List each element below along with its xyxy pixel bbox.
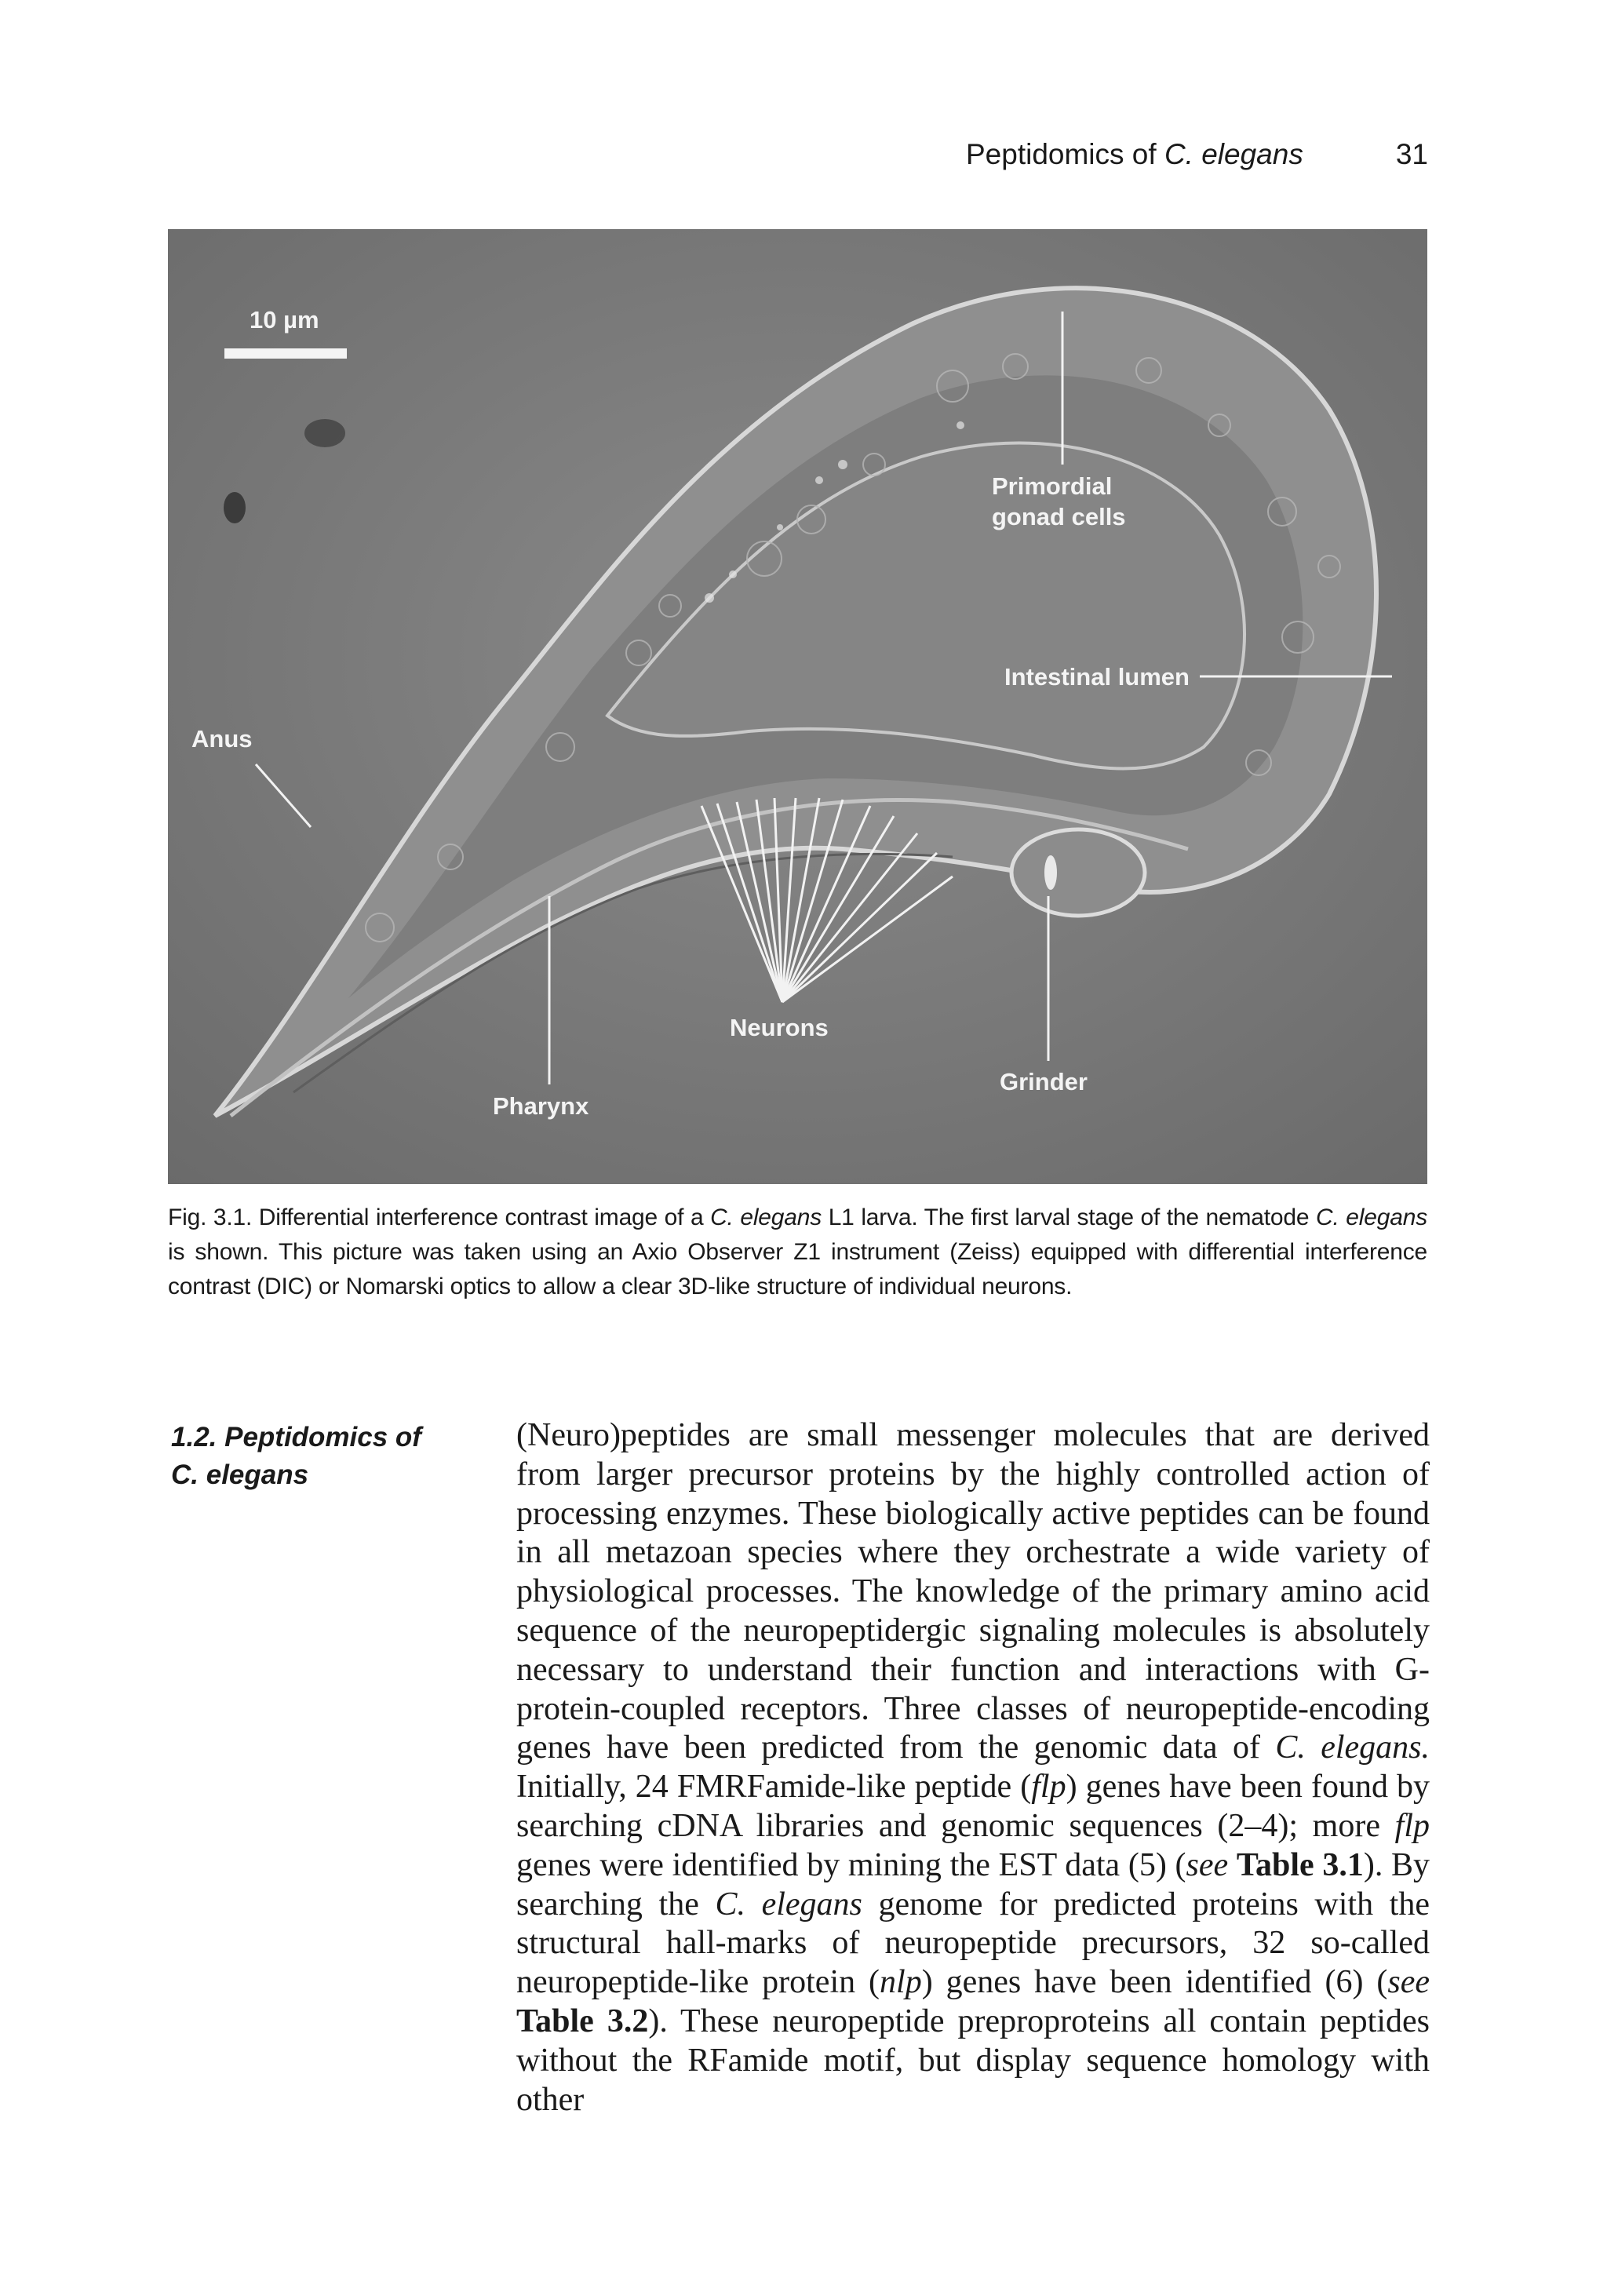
label-pharynx: Pharynx (493, 1092, 589, 1120)
table-ref-3-1: Table 3.1 (1236, 1846, 1364, 1883)
scale-bar (224, 348, 347, 359)
label-neurons: Neurons (730, 1014, 829, 1041)
running-head (926, 138, 1428, 171)
body-paragraph: (Neuro)peptides are small messenger molecules that are derived from larger precursor proteins by the highly controlled action of processing enzymes. These biologically active peptides can be found in all metazoan species where they orchestrate a wide variety of physiological processes. The knowledge of the primary amino acid sequence of the neuropeptidergic signaling molecules is absolutely necessary to understand their function and interactions with G-protein-coupled receptors. Three classes of neuropeptide-encoding genes have been predicted from the genomic data of C. elegans. Initially, 24 FMRFamide-like peptide (flp) genes have been found by searching cDNA libraries and genomic sequences (2–4); more flp genes were identified by mining the EST data (5) (see Table 3.1). By searching the C. elegans genome for predicted proteins with the structural hall-marks of neuropeptide precursors, 32 so-called neuropeptide-like protein (nlp) genes have been identified (6) (see Table 3.2). These neuropeptide preproproteins all contain peptides without the RFamide motif, but display sequence homology with other (516, 1417, 1430, 2118)
label-primordial-line2: gonad cells (992, 503, 1126, 530)
label-primordial-line1: Primordial (992, 472, 1113, 500)
label-intestinal-lumen: Intestinal lumen (1004, 663, 1190, 691)
scale-bar-label: 10 µm (250, 306, 319, 333)
section-heading: 1.2. Peptidomics of C. elegans (171, 1422, 421, 1490)
label-grinder: Grinder (1000, 1068, 1088, 1095)
figure-micrograph (168, 229, 1427, 1184)
figure-caption: Fig. 3.1. Differential interference contrast image of a C. elegans L1 larva. The first larval stage of the nematode C. elegans is shown. This picture was taken using an Axio Observer Z1 instrument (Zeiss) equipped with differential interference contrast (DIC) or Nomarski optics to allow a clear 3D-like structure of individual neurons. (168, 1204, 1427, 1299)
running-title: Peptidomics of C. elegans (966, 138, 1303, 170)
label-anus: Anus (191, 725, 253, 753)
page-number: 31 (1395, 138, 1428, 170)
table-ref-3-2: Table 3.2 (516, 2003, 649, 2039)
